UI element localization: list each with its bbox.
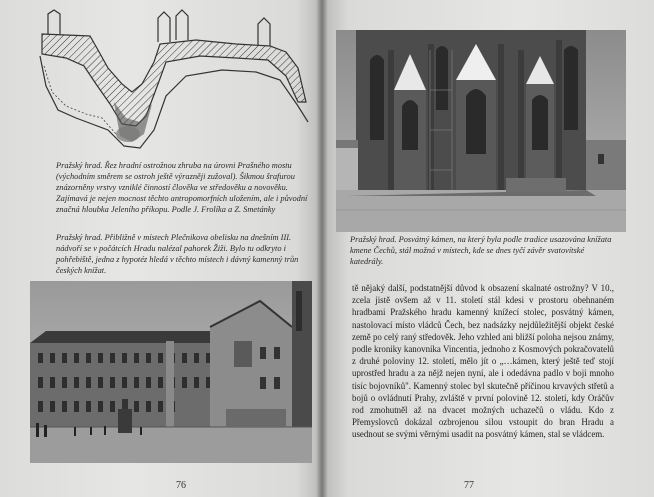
castle-courtyard-photo bbox=[30, 281, 312, 463]
photo-caption-left: Pražský hrad. Přibližně v místech Plečnikova obelisku na dnešním III. nádvoří se v počátcích Hradu nalézal pahorek Žiži. Bylo tu odkryto i pohřebiště, jedna z hypotéz hledá v těchto místech i dávný kamenný trůn českých knížat. bbox=[56, 233, 299, 275]
cross-section-diagram bbox=[36, 6, 312, 156]
book-gutter bbox=[316, 0, 328, 497]
body-text: tě nějaký další, podstatnější důvod k obsazení skalnaté ostrožny? V 10., zcela jistě ovšem až v 11. století stál kdesi v prostoru obehnaném hradbami Pražského hradu kamenný knížecí stolec, posvátný kámen, nastolovací místo vládců Čech, bez nadsázky nejdůležitější objekt české země po celý raný středověk. Jeho vzhled ani bližší poloha nejsou známy, podle kroniky kanovníka Vincentia, jednoho z Kosmových pokračovatelů z druhé poloviny 12. století, mělo jít o „…kámen, který ještě teď stojí uprostřed hradu a za nějž nejen nyní, ale i odedávna padlo v boji mnoho tisíc bojovníků". Kamenný stolec byl skutečně příčinou krvavých střetů a bojů o ovládnutí Prahy, zvláště v první polovině 12. století, kdy Oráčův rod zmohutněl až na dvacet možných uchazečů o vládu. Kdo z Přemyslovců dokázal ozbrojenou silou vstoupit do bran Hradu a usednout se svými věrnými usadit na posvátný kámen, stal se vládcem. bbox=[352, 283, 614, 440]
page-number-left: 76 bbox=[176, 480, 186, 491]
page-number-right: 77 bbox=[464, 480, 474, 491]
diagram-caption: Pražský hrad. Řez hradní ostrožnou zhruba na úrovni Prašného mostu (východním směrem se ostroh ještě výrazněji zužoval). Šikmou šrafurou znázorněny vrstvy vzniklé činností člověka ve středověku a novověku. Zajímavá je nejen mocnost těchto antropomorfních uložením, ale i původní značná hloubka Jeleního příkopu. Podle J. Frolíka a Z. Smetánky bbox=[56, 161, 308, 214]
photo-caption-right: Pražský hrad. Posvátný kámen, na který byla podle tradice usazována knížata kmene Čechů, stál možná v místech, kde se dnes tyčí závěr svatovítské katedrály. bbox=[350, 235, 612, 266]
left-page bbox=[0, 0, 322, 497]
cathedral-photo bbox=[336, 30, 626, 232]
